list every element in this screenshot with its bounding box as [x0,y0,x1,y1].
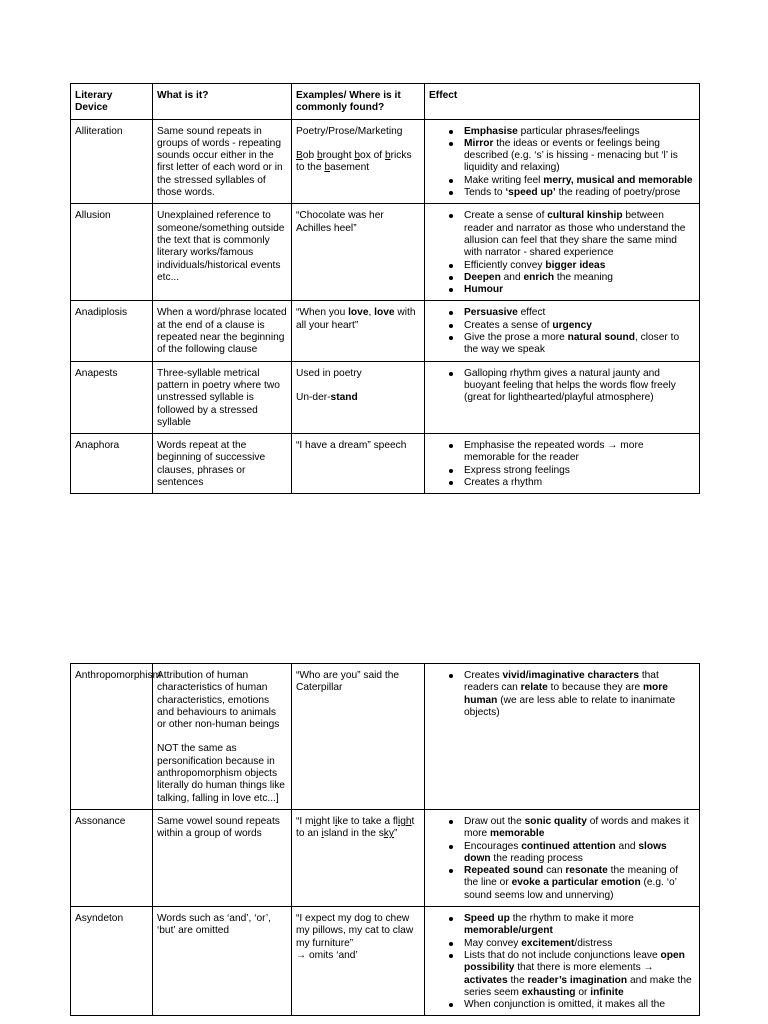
header-what-is-it: What is it? [153,84,292,120]
definition-cell: Unexplained reference to someone/something outside the text that is commonly literary works/famous individuals/historical events etc... [153,204,292,301]
example-cell: Poetry/Prose/Marketing Bob brought box of bricks to the basement [292,119,425,204]
definition-cell: Words such as ‘and’, ‘or’, ‘but’ are omitted [153,907,292,1016]
table-row [71,119,700,204]
effect-list [429,670,695,719]
table-row [71,301,700,361]
effect-item: Tends to ‘speed up’ the reading of poetry/prose [464,187,695,199]
effect-cell [425,664,700,810]
example-cell: “When you love, love with all your heart” [292,301,425,361]
example-cell: “Who are you” said the Caterpillar [292,664,425,810]
effect-item: Mirror the ideas or events or feelings being described (e.g. ‘s’ is hissing - menacing but ‘l’ is liquidity and relaxing) [464,138,695,175]
literary-devices-table-1 [70,83,700,494]
effect-item: Create a sense of cultural kinship between reader and narrator as those who understand the allusion can feel that they share the same mind with narrator - shared experience [464,210,695,259]
effect-cell [425,204,700,301]
definition-cell: When a word/phrase located at the end of a clause is repeated near the beginning of the following clause [153,301,292,361]
device-name-cell: Anaphora [71,434,153,494]
effect-item: Deepen and enrich the meaning [464,272,695,284]
effect-item: Creates a sense of urgency [464,320,695,332]
effect-list [429,307,695,356]
effect-item: Repeated sound can resonate the meaning of the line or evoke a particular emotion (e.g. ‘o’ sound seems low and unnerving) [464,865,695,902]
effect-cell [425,119,700,204]
header-examples: Examples/ Where is it commonly found? [292,84,425,120]
effect-item: Express strong feelings [464,465,695,477]
effect-item: Creates vivid/imaginative characters that readers can relate to because they are more human (we are less able to relate to inanimate objects) [464,670,695,719]
effect-cell [425,434,700,494]
effect-list [429,368,695,405]
effect-item: Emphasise particular phrases/feelings [464,126,695,138]
effect-item: Persuasive effect [464,307,695,319]
definition-cell: Same sound repeats in groups of words - repeating sounds occur either in the first letter of each word or in the stressed syllables of those words. [153,119,292,204]
definition-cell: Three-syllable metrical pattern in poetry where two unstressed syllable is followed by a stressed syllable [153,361,292,433]
device-name-cell: Allusion [71,204,153,301]
effect-item: Encourages continued attention and slows down the reading process [464,841,695,866]
example-cell: “I expect my dog to chew my pillows, my cat to claw my furniture” → omits ‘and’ [292,907,425,1016]
effect-list [429,816,695,902]
effect-item: Creates a rhythm [464,477,695,489]
effect-list [429,210,695,296]
table-row [71,809,700,906]
device-name-cell: Alliteration [71,119,153,204]
effect-cell [425,907,700,1016]
effect-item: Give the prose a more natural sound, closer to the way we speak [464,332,695,357]
device-name-cell: Assonance [71,809,153,906]
device-name-cell: Anthropomorphism [71,664,153,810]
header-literary-device: Literary Device [71,84,153,120]
table-row [71,204,700,301]
effect-item: Humour [464,284,695,296]
device-name-cell: Asyndeton [71,907,153,1016]
table-row [71,664,700,810]
effect-item: Galloping rhythm gives a natural jaunty and buoyant feeling that helps the words flow freely (great for lighthearted/playful atmosphere) [464,368,695,405]
effect-item: Efficiently convey bigger ideas [464,260,695,272]
effect-item: Make writing feel merry, musical and memorable [464,175,695,187]
effect-item: May convey excitement/distress [464,938,695,950]
effect-item: When conjunction is omitted, it makes all the [464,999,695,1011]
literary-devices-table-2 [70,663,700,1016]
effect-list [429,126,695,200]
device-name-cell: Anapests [71,361,153,433]
example-cell: “I have a dream” speech [292,434,425,494]
effect-cell [425,809,700,906]
table-row [71,907,700,1016]
effect-cell [425,301,700,361]
device-name-cell: Anadiplosis [71,301,153,361]
example-cell: “Chocolate was her Achilles heel” [292,204,425,301]
effect-item: Lists that do not include conjunctions leave open possibility that there is more elements → activates the reader’s imagination and make the series seem exhausting or infinite [464,950,695,999]
header-effect: Effect [425,84,700,120]
effect-cell [425,361,700,433]
example-cell: “I might like to take a flight to an island in the sky” [292,809,425,906]
definition-cell: Attribution of human characteristics of human characteristics, emotions and behaviours to animals or other non-human beings NOT the same as personification because in anthropomorphism objects literally do human things like talking, falling in love etc...] [153,664,292,810]
example-cell: Used in poetry Un-der-stand [292,361,425,433]
definition-cell: Words repeat at the beginning of successive clauses, phrases or sentences [153,434,292,494]
table-row [71,361,700,433]
effect-item: Speed up the rhythm to make it more memorable/urgent [464,913,695,938]
effect-item: Emphasise the repeated words → more memorable for the reader [464,440,695,465]
table-header-row [71,84,700,120]
effect-list [429,440,695,489]
effect-list [429,913,695,1011]
effect-item: Draw out the sonic quality of words and makes it more memorable [464,816,695,841]
definition-cell: Same vowel sound repeats within a group of words [153,809,292,906]
table-row [71,434,700,494]
